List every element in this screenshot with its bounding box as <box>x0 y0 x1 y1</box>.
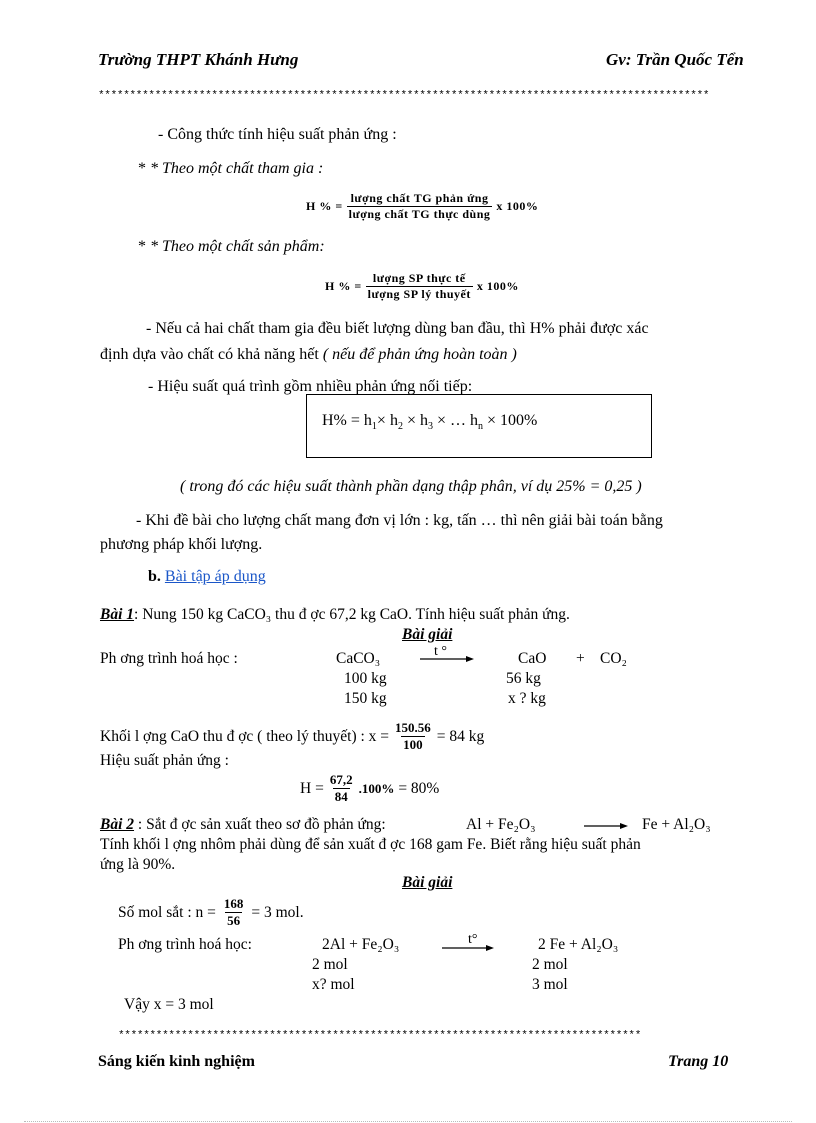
h2: h <box>389 412 398 429</box>
bai2-row1-left: 2 mol <box>312 956 348 973</box>
formula2-fraction <box>366 271 473 302</box>
bai1-calc-fraction <box>393 720 433 753</box>
by-reactant-label: * * Theo một chất tham gia : <box>138 160 324 177</box>
footer-page: Trang 10 <box>668 1053 729 1070</box>
bai1-row2-left: 150 kg <box>344 690 387 707</box>
formula1-fraction <box>347 191 493 222</box>
bai2-solution-title: Bài giải <box>402 874 453 891</box>
bai2-mol-result: = 3 mol. <box>251 903 304 921</box>
bai1-text: : Nung 150 kg CaCO₃ thu đ ợc 67,2 kg CaO. Tính hiệu suất phản ứng. <box>134 606 570 623</box>
bai2-mol <box>118 896 304 929</box>
formula2-lhs: H % = <box>325 279 362 293</box>
bai2-eq-label: Ph ơng trình hoá học: <box>118 936 252 953</box>
formula1-rhs: x 100% <box>496 199 539 213</box>
bai1-product2: CO₂ <box>600 650 627 667</box>
bai2-eq-rhs: 2 Fe + Al₂O₃ <box>538 936 619 953</box>
bai2-text: : Sắt đ ợc sản xuất theo sơ đồ phản ứng: <box>134 816 386 833</box>
bai1-yield-lhs: H = <box>300 779 324 797</box>
bai2-row1-right: 2 mol <box>532 956 568 973</box>
formula2-rhs: x 100% <box>476 279 519 293</box>
boxed-lhs: H% = <box>322 412 360 429</box>
bai2-mol-label: Số mol sắt : n = <box>118 903 216 921</box>
bai2-statement <box>100 816 386 834</box>
bai1-yield-fraction <box>328 772 355 805</box>
note3: ( trong đó các hiệu suất thành phần dạng thập phân, ví dụ 25% = 0,25 ) <box>180 478 642 495</box>
h1-sub: 1 <box>371 421 377 433</box>
note4-line1: - Khi đề bài cho lượng chất mang đơn vị lớn : kg, tấn … thì nên giải bài toán bằng <box>136 512 663 529</box>
bai2-mol-fraction <box>222 896 246 929</box>
bai1-statement <box>100 606 570 624</box>
bai1-label: Bài 1 <box>100 606 135 623</box>
h2-sub: 2 <box>397 421 403 433</box>
section-b <box>148 568 266 586</box>
bai1-calc-label: Khối l ợng CaO thu đ ợc ( theo lý thuyết) : x = <box>100 727 390 745</box>
header-teacher: Gv: Trần Quốc Tển <box>606 50 744 69</box>
bai2-row2-right: 3 mol <box>532 976 568 993</box>
h1: h <box>363 412 372 429</box>
bai1-plus: + <box>576 650 585 667</box>
ellipsis: … <box>450 412 466 429</box>
bai1-yield-num: 67,2 <box>329 772 353 787</box>
bai1-calc-den: 100 <box>403 737 423 752</box>
bai2-final: Vậy x = 3 mol <box>124 996 214 1013</box>
bai1-row1-left: 100 kg <box>344 670 387 687</box>
bai2-condition: t° <box>468 932 478 947</box>
formula1-numerator: lượng chất TG phản ứng <box>350 191 489 205</box>
by-product-label: * * Theo một chất sản phẩm: <box>138 238 325 255</box>
footer-left: Sáng kiến kinh nghiệm <box>98 1053 255 1070</box>
bai1-calc <box>100 720 484 753</box>
bai2-line3: ứng là 90%. <box>100 856 176 873</box>
times3: × <box>436 412 446 429</box>
formula1-lhs: H % = <box>306 199 343 213</box>
bai1-row1-right: 56 kg <box>506 670 541 687</box>
bai2-scheme-right: Fe + Al₂O₃ <box>642 816 711 833</box>
note1-line2 <box>100 346 517 364</box>
times2: × <box>406 412 416 429</box>
hn: h <box>470 412 478 429</box>
formula1-denominator: lượng chất TG thực dùng <box>348 207 491 221</box>
times1: × <box>376 412 386 429</box>
boxed-formula-text <box>322 412 537 432</box>
formula-product <box>325 271 519 302</box>
bai2-scheme-left: Al + Fe₂O₃ <box>466 816 536 833</box>
bai1-calc-num: 150.56 <box>395 720 431 735</box>
bai1-reactant: CaCO₃ <box>336 650 381 667</box>
hn-sub: n <box>478 421 483 433</box>
bai2-mol-den: 56 <box>227 913 241 928</box>
reaction-arrow-icon <box>442 934 494 952</box>
bai2-eq-lhs: 2Al + Fe₂O₃ <box>322 936 400 953</box>
formula-reactant <box>306 191 538 222</box>
header-separator: ************************************************************************************************* <box>98 90 710 102</box>
bai1-yield-label: Hiệu suất phản ứng : <box>100 752 229 769</box>
note1-line2-main: định dựa vào chất có khả năng hết <box>100 346 319 363</box>
note1-line2-italic: ( nếu để phản ứng hoàn toàn ) <box>322 346 517 363</box>
bai1-condition: t ° <box>434 644 447 659</box>
bai1-solution-title: Bài giải <box>402 626 453 643</box>
bai1-row2-right: x ? kg <box>508 690 546 707</box>
formula2-numerator: lượng SP thực tế <box>372 271 466 285</box>
section-b-label: b. <box>148 568 161 585</box>
bai2-line2: Tính khối l ợng nhôm phải dùng để sản xuất đ ợc 168 gam Fe. Biết rằng hiệu suất phản <box>100 836 641 853</box>
bai1-eq-label: Ph ơng trình hoá học : <box>100 650 238 667</box>
formula-title: - Công thức tính hiệu suất phản ứng : <box>158 126 397 143</box>
bai1-yield-den: 84 <box>334 789 348 804</box>
bai2-arrow <box>442 934 494 952</box>
bai2-row2-left: x? mol <box>312 976 355 993</box>
boxed-end: × 100% <box>487 412 538 429</box>
bai1-arrow <box>420 646 474 664</box>
bai1-yield-result: = 80% <box>398 779 440 797</box>
h3: h <box>419 412 428 429</box>
h3-sub: 3 <box>427 421 433 433</box>
section-b-link[interactable]: Bài tập áp dụng <box>164 568 266 585</box>
bai1-calc-result: = 84 kg <box>436 727 485 745</box>
bai2-label: Bài 2 <box>100 816 135 833</box>
note2: - Hiệu suất quá trình gồm nhiều phản ứng nối tiếp: <box>148 378 473 395</box>
page-bottom-border <box>24 1121 792 1122</box>
header-school: Trường THPT Khánh Hưng <box>98 50 299 69</box>
by-reactant-text: * Theo một chất tham gia : <box>150 160 324 177</box>
footer-separator: *********************************************************************************** <box>118 1030 641 1042</box>
by-product-text: * Theo một chất sản phẩm: <box>150 238 325 255</box>
reaction-arrow-icon <box>584 818 628 832</box>
bai1-yield <box>300 772 439 805</box>
bai2-mol-num: 168 <box>223 896 244 911</box>
bai1-product1: CaO <box>518 650 547 667</box>
note1-line1: - Nếu cả hai chất tham gia đều biết lượng dùng ban đầu, thì H% phải được xác <box>146 320 649 337</box>
bai1-yield-mul: .100% <box>358 780 395 796</box>
note4-line2: phương pháp khối lượng. <box>100 536 263 553</box>
formula2-denominator: lượng SP lý thuyết <box>367 287 471 301</box>
reaction-arrow-icon <box>420 646 474 664</box>
